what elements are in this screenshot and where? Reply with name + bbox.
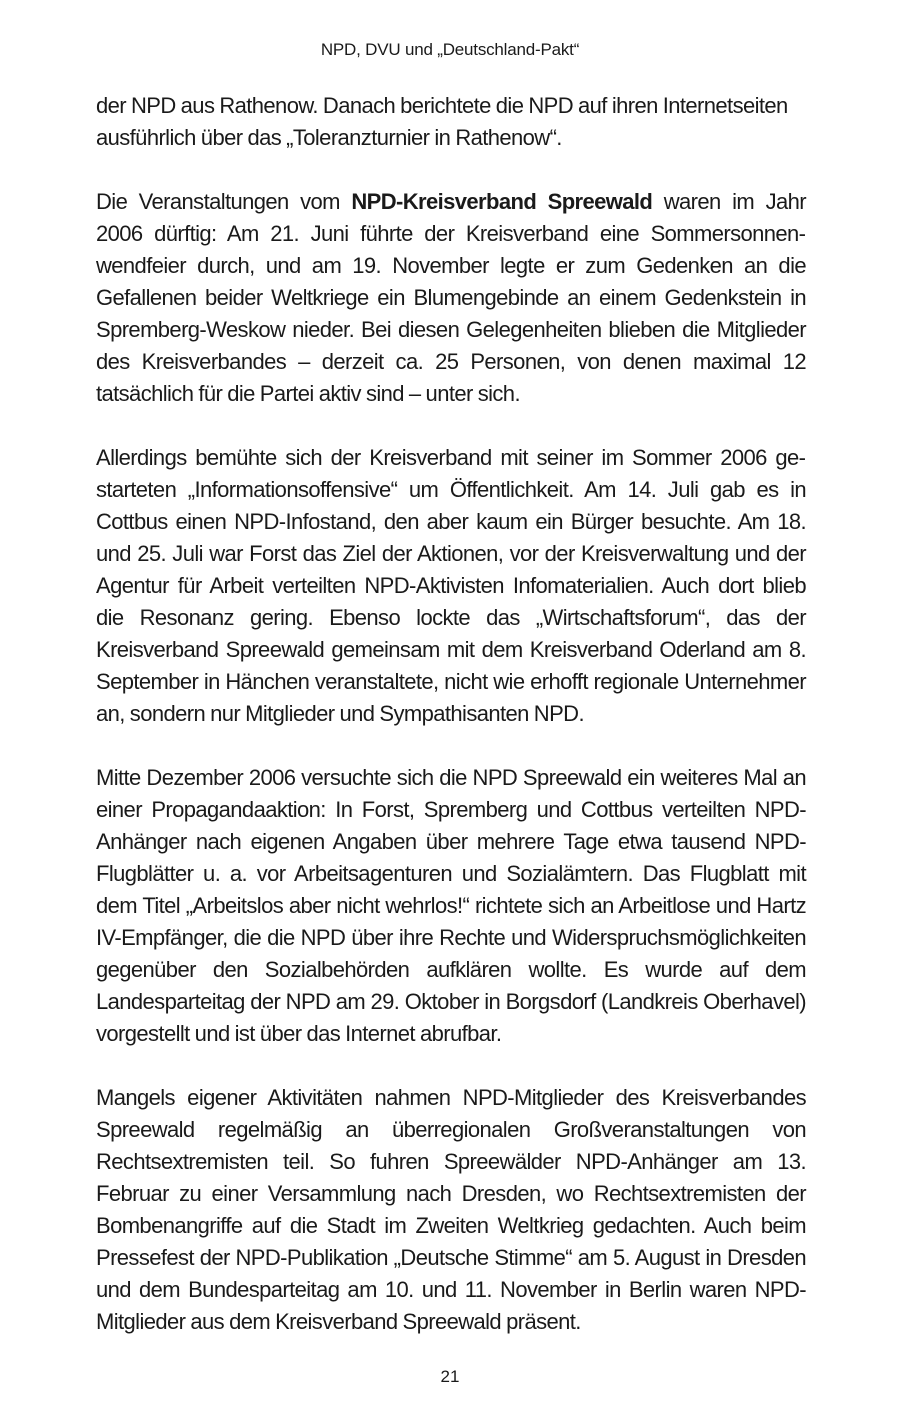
page-number: 21 <box>440 1367 460 1386</box>
paragraph-lead-in: Die Veranstaltungen vom <box>96 189 352 214</box>
paragraph-kreisverband-spreewald <box>96 186 806 410</box>
body-text <box>96 90 806 1370</box>
paragraph-propagandaaktion: Mitte Dezember 2006 versuchte sich die NPD Spreewald ein weiteres Mal an einer Propagandaaktion: In Forst, Spremberg und Cottbus verteilten NPD-Anhänger nach eigenen Angaben über mehrere Tage etwa tausend NPD-Flugblätter u. a. vor Arbeitsagenturen und Sozialämtern. Das Flugblatt mit dem Titel „Arbeitslos aber nicht wehrlos!“ richtete sich an Arbeitlose und Hartz IV-Empfänger, die die NPD über ihre Rechte und Widerspruchsmöglichkeiten gegenüber den Sozialbehörden aufklären wollte. Es wurde auf dem Landesparteitag der NPD am 29. Oktober in Borgsdorf (Landkreis Oberhavel) vorgestellt und ist über das Internet abrufbar. <box>96 765 806 1046</box>
kreisverband-spreewald-bold: NPD-Kreisverband Spreewald <box>351 189 653 214</box>
paragraph-grossveranstaltungen: Mangels eigener Aktivitäten nahmen NPD-Mitglieder des Kreisverbandes Spreewald regelmäßig an überregionalen Großveranstaltungen von Rechtsextremisten teil. So fuhren Spreewälder NPD-Anhänger am 13. Februar zu einer Versammlung nach Dresden, wo Rechtsextremisten der Bombenangriffe auf die Stadt im Zweiten Weltkrieg gedachten. Auch beim Pressefest der NPD-Publikation „Deutsche Stimme“ am 5. August in Dresden und dem Bundesparteitag am 10. und 11. November in Berlin waren NPD-Mitglieder aus dem Kreisverband Spreewald präsent. <box>96 1085 806 1334</box>
paragraph-informationsoffensive: Allerdings bemühte sich der Kreisverband mit seiner im Sommer 2006 gestarteten „Informationsoffensive“ um Öffentlichkeit. Am 14. Juli gab es in Cottbus einen NPD-Infostand, den aber kaum ein Bürger besuchte. Am 18. und 25. Juli war Forst das Ziel der Aktionen, vor der Kreisverwaltung und der Agentur für Arbeit verteilten NPD-Aktivisten Infomaterialien. Auch dort blieb die Resonanz gering. Ebenso lockte das „Wirtschaftsforum“, das der Kreisverband Spreewald gemeinsam mit dem Kreisverband Oderland am 8. September in Hänchen veranstaltete, nicht wie erhofft regionale Unternehmer an, sondern nur Mitglieder und Sympathisanten NPD. <box>96 445 806 726</box>
paragraph-rathenow-continuation: der NPD aus Rathenow. Danach berichtete die NPD auf ihren Internetseiten ausführlich über das „Toleranzturnier in Rathenow“. <box>96 93 788 150</box>
paragraph-continuation: waren im Jahr 2006 dürftig: Am 21. Juni führte der Kreisverband eine Sommersonnenwendfeier durch, und am 19. November legte er zum Gedenken an die Gefallenen beider Weltkriege ein Blumengebinde an einem Gedenkstein in Spremberg-Weskow nieder. Bei diesen Gelegenheiten blieben die Mitglieder des Kreisverbandes – derzeit ca. 25 Personen, von denen maximal 12 tatsächlich für die Partei aktiv sind – unter sich. <box>96 189 806 406</box>
running-header: NPD, DVU und „Deutschland-Pakt“ <box>320 40 580 59</box>
